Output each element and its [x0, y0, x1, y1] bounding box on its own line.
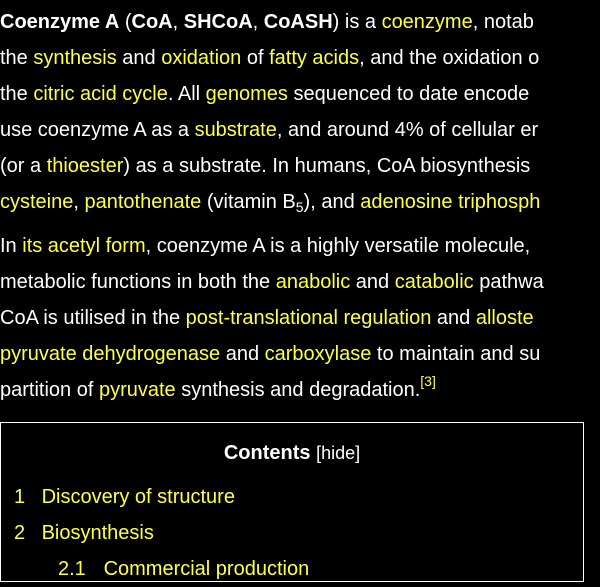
link-citric-acid-cycle[interactable]: citric acid cycle — [33, 83, 168, 105]
link-catabolic[interactable]: catabolic — [394, 271, 474, 293]
text: use coenzyme A as a — [0, 119, 195, 141]
bold-term: SHCoA — [183, 11, 253, 33]
text-line — [0, 40, 600, 76]
text: sequenced to date encode — [287, 83, 530, 105]
text-line — [0, 184, 600, 220]
paragraph-1 — [0, 4, 600, 220]
toc-hide-toggle[interactable]: [hide] — [316, 443, 361, 463]
text: and — [431, 307, 476, 329]
toc-item-number: 1 — [14, 486, 26, 508]
text: partition of — [0, 379, 99, 401]
text: , — [172, 11, 184, 33]
toc-item-number: 2.1 — [58, 558, 86, 580]
text: ), and — [303, 191, 361, 213]
link-coenzyme[interactable]: coenzyme — [381, 11, 473, 33]
bold-term: CoASH — [263, 11, 333, 33]
text: ) is a — [332, 11, 382, 33]
link-oxidation[interactable]: oxidation — [161, 47, 242, 69]
text-line — [0, 300, 600, 336]
text: (vitamin B — [201, 191, 296, 213]
text: and — [116, 47, 162, 69]
text: , and the oxidation o — [359, 47, 540, 69]
text-line — [0, 336, 600, 372]
text: CoA is utilised in the — [0, 307, 186, 329]
text-line — [0, 112, 600, 148]
link-pyruvate-dehydrogenase[interactable]: pyruvate dehydrogenase — [0, 343, 221, 365]
text: metabolic functions in both the — [0, 271, 276, 293]
text-line — [0, 4, 600, 40]
text: to maintain and su — [371, 343, 541, 365]
toc-item-discovery-of-structure[interactable] — [1, 479, 583, 515]
text-line — [0, 148, 600, 184]
text: , and around 4% of cellular er — [276, 119, 539, 141]
text-line — [0, 76, 600, 112]
text: the — [0, 83, 34, 105]
toc-item-label[interactable]: Discovery of structure — [41, 486, 235, 508]
link-genomes[interactable]: genomes — [205, 83, 288, 105]
text-line — [0, 228, 600, 264]
toc-item-number: 2 — [14, 522, 26, 544]
reference-link[interactable]: [3] — [420, 373, 436, 389]
text: and — [350, 271, 395, 293]
link-carboxylase[interactable]: carboxylase — [264, 343, 372, 365]
bold-term: CoA — [131, 11, 173, 33]
link-cysteine[interactable]: cysteine — [0, 191, 74, 213]
link-allosteric[interactable]: alloste — [475, 307, 534, 329]
toc-item-biosynthesis[interactable] — [1, 515, 583, 551]
link-post-translational-regulation[interactable]: post-translational regulation — [185, 307, 432, 329]
toc-list — [1, 479, 583, 587]
text-line — [0, 264, 600, 300]
text: of — [241, 47, 270, 69]
text: (or a — [0, 155, 47, 177]
text: ) as a substrate. In humans, CoA biosynthesis — [123, 155, 531, 177]
text: synthesis and degradation. — [175, 379, 421, 401]
bold-term: Coenzyme A — [0, 11, 120, 33]
toc-item-commercial-production[interactable] — [1, 551, 583, 587]
link-synthesis[interactable]: synthesis — [33, 47, 117, 69]
table-of-contents — [0, 422, 584, 582]
link-fatty-acids[interactable]: fatty acids — [269, 47, 360, 69]
link-thioester[interactable]: thioester — [46, 155, 124, 177]
text: and — [220, 343, 265, 365]
text-line — [0, 372, 600, 408]
toc-header — [1, 439, 583, 467]
link-pantothenate[interactable]: pantothenate — [84, 191, 202, 213]
link-anabolic[interactable]: anabolic — [275, 271, 351, 293]
link-substrate[interactable]: substrate — [194, 119, 277, 141]
toc-title: Contents — [223, 442, 311, 464]
text: , — [252, 11, 264, 33]
text: , coenzyme A is a highly versatile molecule, — [145, 235, 531, 257]
subscript: 5 — [295, 199, 304, 215]
link-adenosine-triphosphate[interactable]: adenosine triphosph — [360, 191, 541, 213]
text: ( — [119, 11, 132, 33]
text: , — [73, 191, 85, 213]
link-acetyl-form[interactable]: its acetyl form — [22, 235, 146, 257]
text: In — [0, 235, 23, 257]
text: the — [0, 47, 34, 69]
paragraph-2 — [0, 228, 600, 408]
text: pathwa — [473, 271, 544, 293]
toc-item-label[interactable]: Commercial production — [103, 558, 310, 580]
text: , notab — [472, 11, 534, 33]
link-pyruvate[interactable]: pyruvate — [98, 379, 176, 401]
text: . All — [167, 83, 206, 105]
article-body — [0, 4, 600, 408]
toc-item-label[interactable]: Biosynthesis — [41, 522, 154, 544]
